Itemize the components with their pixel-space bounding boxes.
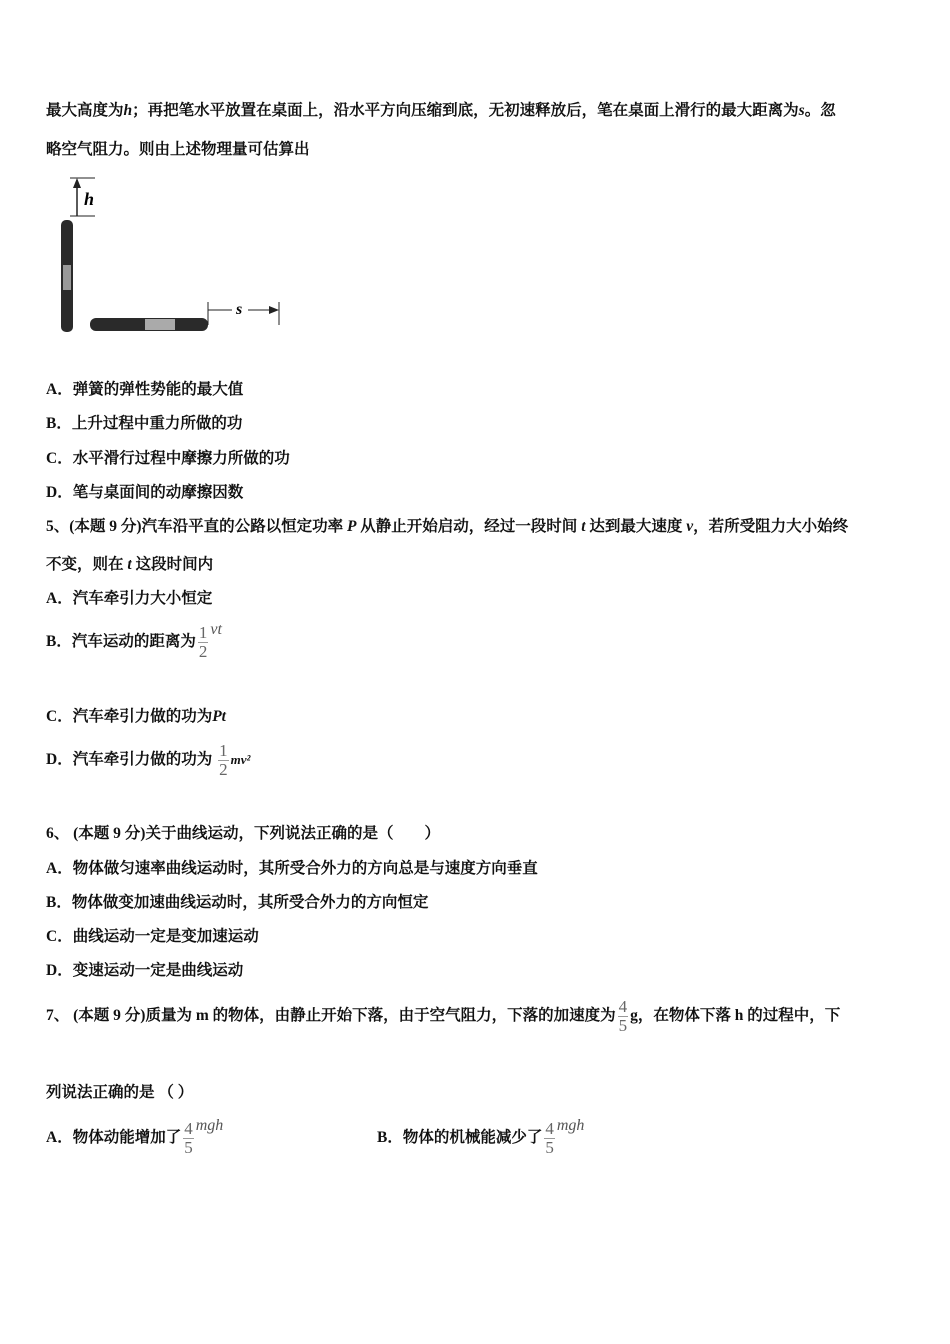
- q5-stem-line-2: [46, 555, 213, 575]
- q6-stem: 6、 (本题 9 分)关于曲线运动，下列说法正确的是（ ）: [46, 825, 440, 842]
- text: 。忽: [804, 102, 836, 119]
- den: 2: [219, 759, 228, 779]
- den: 5: [184, 1137, 193, 1157]
- q6-option-b: B．物体做变加速曲线运动时，其所受合外力的方向恒定: [46, 894, 429, 911]
- q5-option-a: A．汽车牵引力大小恒定: [46, 590, 213, 607]
- text: ，若所受阻力大小始终: [693, 518, 849, 535]
- var: P: [346, 518, 357, 535]
- pen-figure: [50, 170, 290, 345]
- text: ；再把笔水平放置在桌面上，沿水平方向压缩到底，无初速释放后，笔在桌面上滑行的最大距离为: [132, 102, 799, 119]
- text: D．汽车牵引力做的功为: [46, 751, 213, 768]
- q6-option-c: C．曲线运动一定是变加速运动: [46, 928, 259, 945]
- q7-option-b: [377, 1118, 584, 1158]
- text: 最大高度为: [46, 102, 124, 119]
- var: t: [127, 556, 132, 573]
- q5-option-c: [46, 707, 226, 727]
- expr: mv²: [230, 752, 251, 767]
- q7-option-a: [46, 1118, 223, 1158]
- expr: vt: [210, 621, 222, 638]
- text: 7、 (本题 9 分)质量为 m 的物体，由静止开始下落，由于空气阻力，下落的加速度为: [46, 1007, 616, 1024]
- var-s: s: [798, 102, 805, 119]
- text: B．汽车运动的距离为: [46, 633, 196, 650]
- text: 不变，则在: [46, 556, 124, 573]
- num: 4: [545, 1118, 554, 1138]
- num: 1: [198, 622, 208, 642]
- h-label: h: [84, 189, 95, 209]
- text: 5、(本题 9 分)汽车沿平直的公路以恒定功率: [46, 518, 344, 535]
- var: v: [686, 518, 694, 535]
- text: 达到最大速度: [589, 518, 683, 535]
- q4-option-c: C．水平滑行过程中摩擦力所做的功: [46, 450, 290, 467]
- fraction: [544, 1120, 555, 1157]
- q6-option-a: A．物体做匀速率曲线运动时，其所受合外力的方向总是与速度方向垂直: [46, 860, 538, 877]
- var-h: h: [123, 102, 133, 119]
- den: 5: [545, 1137, 554, 1157]
- q4-option-d: D．笔与桌面间的动摩擦因数: [46, 484, 244, 501]
- expr: Pt: [212, 708, 226, 725]
- intro-line-2: 略空气阻力。则由上述物理量可估算出: [46, 141, 310, 158]
- q7-stem-line-2: 列说法正确的是 （ ）: [46, 1084, 194, 1101]
- text: B．物体的机械能减少了: [377, 1129, 543, 1146]
- text: 从静止开始启动，经过一段时间: [360, 518, 578, 535]
- fraction: [183, 1120, 194, 1157]
- num: 4: [184, 1118, 193, 1138]
- den: 2: [198, 641, 208, 661]
- expr: mgh: [195, 1117, 224, 1134]
- s-label: s: [236, 301, 243, 318]
- q7-stem-line-1: [46, 996, 840, 1036]
- q4-option-a: A．弹簧的弹性势能的最大值: [46, 381, 244, 398]
- fraction: [618, 998, 629, 1035]
- expr: mgh: [556, 1117, 585, 1134]
- fraction: [198, 624, 209, 661]
- q4-option-b: B．上升过程中重力所做的功: [46, 415, 243, 432]
- var: t: [581, 518, 586, 535]
- text: 这段时间内: [135, 556, 214, 573]
- intro-line-1: [46, 101, 836, 121]
- q5-option-d: [46, 740, 250, 780]
- num: 1: [219, 740, 228, 760]
- text: g，在物体下落 h 的过程中，下: [630, 1007, 841, 1024]
- num: 4: [618, 996, 628, 1016]
- q5-stem-line-1: [46, 517, 848, 537]
- fraction: [218, 742, 229, 779]
- text: C．汽车牵引力做的功为: [46, 708, 213, 725]
- text: A．物体动能增加了: [46, 1129, 182, 1146]
- q5-option-b: [46, 622, 222, 662]
- q6-option-d: D．变速运动一定是曲线运动: [46, 962, 244, 979]
- den: 5: [618, 1015, 628, 1035]
